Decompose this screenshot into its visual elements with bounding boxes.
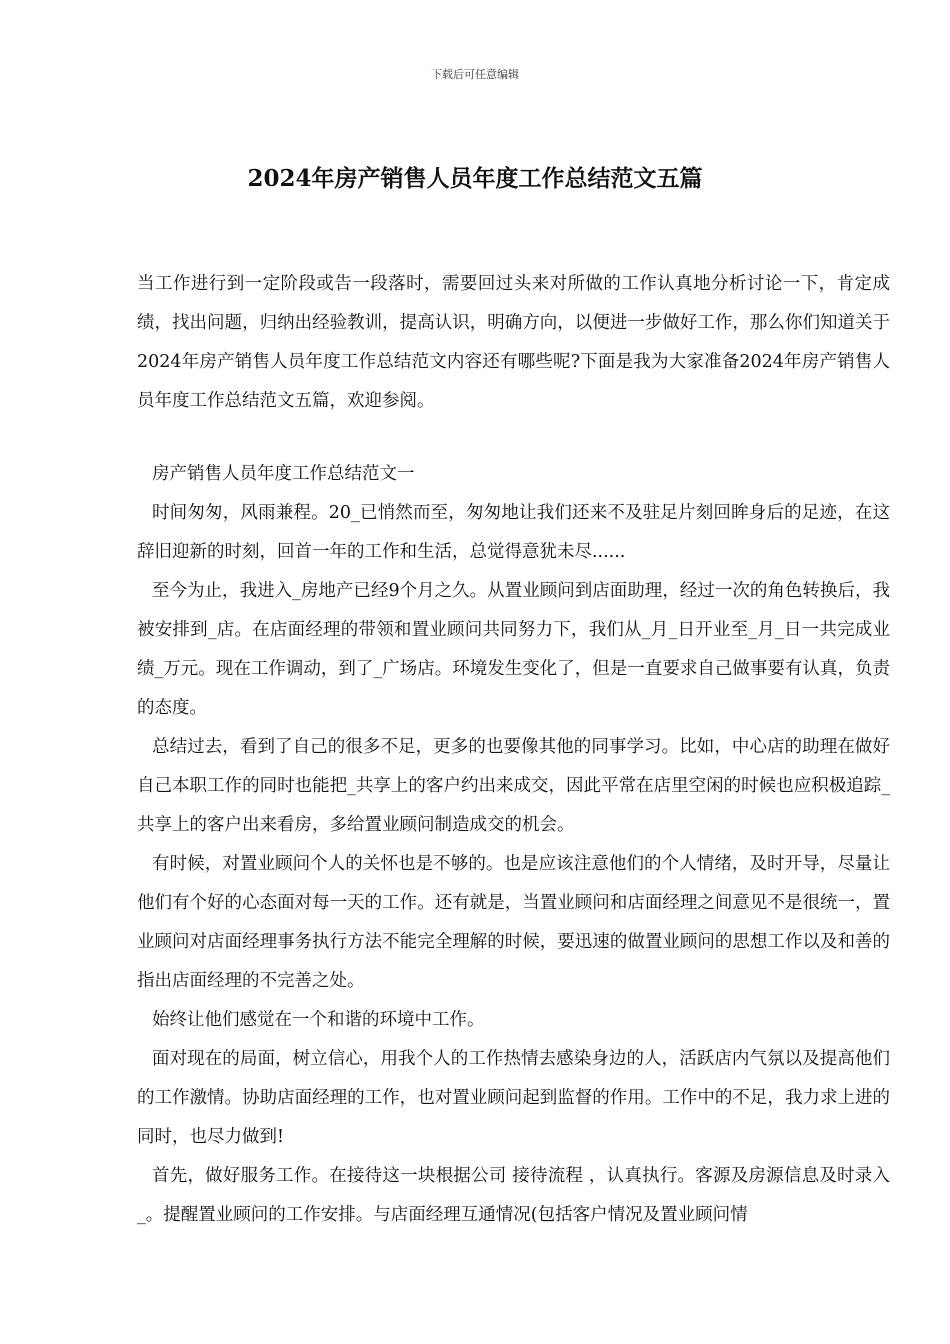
document-title: 2024年房产销售人员年度工作总结范文五篇 — [247, 165, 703, 192]
body-paragraph: 首先，做好服务工作。在接待这一块根据公司 接待流程 ，认真执行。客源及房源信息及时录入_。提醒置业顾问的工作安排。与店面经理互通情况(包括客户情况及置业顾问情 — [137, 1166, 890, 1225]
section-heading: 房产销售人员年度工作总结范文一 — [152, 464, 415, 484]
body-paragraph: 总结过去，看到了自己的很多不足，更多的也要像其他的同事学习。比如，中心店的助理在做好自己本职工作的同时也能把_共享上的客户约出来成交，因此平常在店里空闲的时候也应积极追踪_共享上的客户出来看房，多给置业顾问制造成交的机会。 — [137, 737, 890, 835]
body-section — [137, 455, 890, 1235]
intro-section — [137, 265, 890, 421]
body-paragraph: 面对现在的局面，树立信心，用我个人的工作热情去感染身边的人，活跃店内气氛以及提高他们的工作激情。协助店面经理的工作，也对置业顾问起到监督的作用。工作中的不足，我力求上进的同时，也尽力做到! — [137, 1049, 890, 1147]
header-note: 下载后可任意编辑 — [431, 68, 519, 81]
intro-paragraph: 当工作进行到一定阶段或告一段落时，需要回过头来对所做的工作认真地分析讨论一下，肯定成绩，找出问题，归纳出经验教训，提高认识，明确方向，以便进一步做好工作，那么你们知道关于2024年房产销售人员年度工作总结范文内容还有哪些呢?下面是我为大家准备2024年房产销售人员年度工作总结范文五篇，欢迎参阅。 — [137, 274, 890, 411]
body-paragraph: 时间匆匆，风雨兼程。20_已悄然而至，匆匆地让我们还来不及驻足片刻回眸身后的足迹，在这辞旧迎新的时刻，回首一年的工作和生活，总觉得意犹未尽...... — [137, 503, 890, 562]
body-paragraph: 有时候，对置业顾问个人的关怀也是不够的。也是应该注意他们的个人情绪，及时开导，尽量让他们有个好的心态面对每一天的工作。还有就是，当置业顾问和店面经理之间意见不是很统一，置业顾问对店面经理事务执行方法不能完全理解的时候，要迅速的做置业顾问的思想工作以及和善的指出店面经理的不完善之处。 — [137, 854, 890, 991]
body-paragraph: 至今为止，我进入_房地产已经9个月之久。从置业顾问到店面助理，经过一次的角色转换后，我被安排到_店。在店面经理的带领和置业顾问共同努力下，我们从_月_日开业至_月_日一共完成业绩_万元。现在工作调动，到了_广场店。环境发生变化了，但是一直要求自己做事要有认真，负责的态度。 — [137, 581, 890, 718]
body-paragraph: 始终让他们感觉在一个和谐的环境中工作。 — [152, 1010, 485, 1030]
